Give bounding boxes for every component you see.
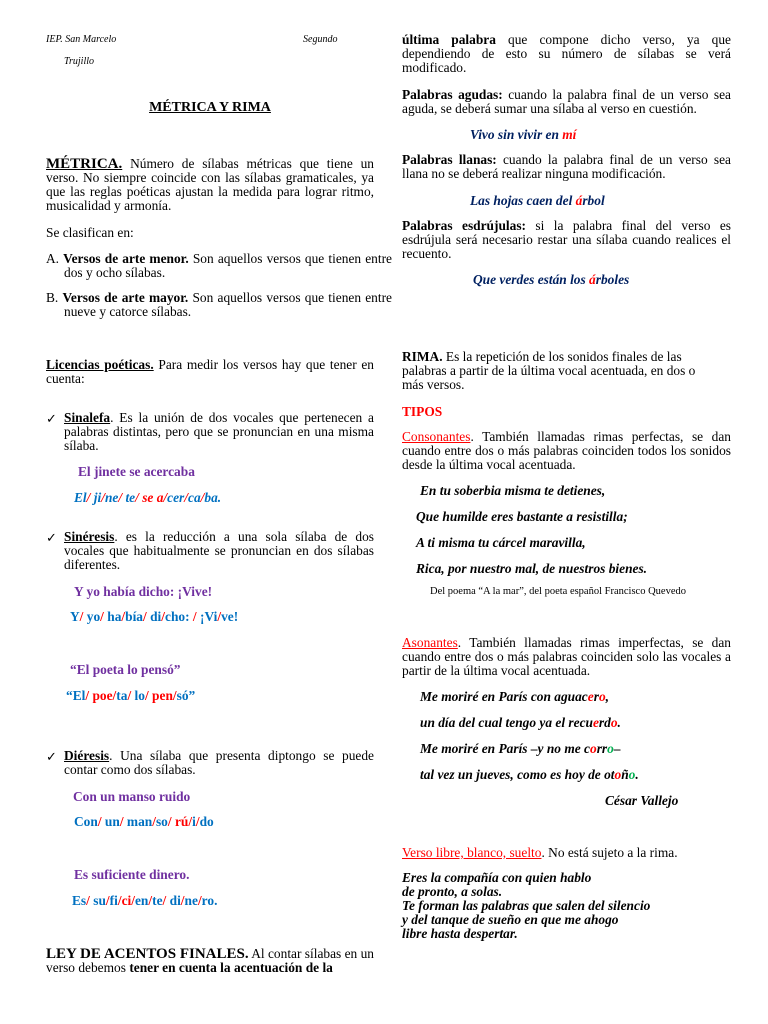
arte-mayor-text: Son aquellos versos que tienen entre nueve y catorce sílabas. xyxy=(64,290,392,319)
licencias-label: Licencias poéticas. xyxy=(46,357,154,372)
verso-libre-paragraph xyxy=(402,845,678,861)
dieresis-syllables-1: Con/ un/ man/so/ rú/i/do xyxy=(74,814,214,829)
poem-line: Te forman las palabras que salen del silencio xyxy=(402,898,651,913)
item-letter-b: B. xyxy=(46,290,59,305)
sineresis-syllables-1: Y/ yo/ ha/bía/ di/cho: / ¡Vi/ve! xyxy=(70,609,239,624)
check-icon: ✓ xyxy=(46,749,57,764)
dieresis-example-2: Es suficiente dinero. xyxy=(74,867,190,882)
poem-line: de pronto, a solas. xyxy=(402,884,503,899)
ley-acentos-text: Al contar sílabas en un verso debemos xyxy=(46,946,374,975)
arte-menor-item xyxy=(46,252,392,280)
ultima-palabra-label: última palabra xyxy=(402,32,496,47)
consonantes-verse-1: En tu soberbia misma te detienes, xyxy=(420,483,606,498)
check-icon: ✓ xyxy=(46,411,57,426)
grade-label: Segundo xyxy=(303,34,338,45)
sinalefa-item xyxy=(46,411,374,453)
consonantes-source: Del poema “A la mar”, del poeta español Francisco Quevedo xyxy=(430,586,686,597)
dieresis-example-1: Con un manso ruido xyxy=(73,789,191,804)
asonantes-text: . También llamadas rimas imperfectas, se dan cuando entre dos o más palabras coinciden solo las vocales a partir de la última vocal acentuada. xyxy=(402,635,731,678)
asonantes-paragraph xyxy=(402,636,731,678)
arte-menor-label: Versos de arte menor. xyxy=(63,251,189,266)
dieresis-def xyxy=(46,749,374,777)
ley-acentos-label: LEY DE ACENTOS FINALES. xyxy=(46,946,249,962)
sineresis-text: . es la reducción a una sola sílaba de dos vocales que habitualmente se pronuncian en dos sílabas diferentes. xyxy=(64,529,374,572)
verso-libre-label: Verso libre, blanco, suelto xyxy=(402,845,542,860)
verso-libre-text: . No está sujeto a la rima. xyxy=(541,845,678,860)
dieresis-text: . Una sílaba que presenta diptongo se puede contar como dos sílabas. xyxy=(64,748,374,777)
consonantes-verse-4: Rica, por nuestro mal, de nuestros bienes. xyxy=(416,561,648,576)
rima-label: RIMA. xyxy=(402,349,443,364)
school-name: IEP. San Marcelo xyxy=(46,34,117,45)
consonantes-verse-2: Que humilde eres bastante a resistilla; xyxy=(416,509,628,524)
item-letter-a: A. xyxy=(46,251,60,266)
esdrujulas-label: Palabras esdrújulas: xyxy=(402,218,526,233)
sineresis-example-1: Y yo había dicho: ¡Vive! xyxy=(74,584,213,599)
asonantes-label: Asonantes xyxy=(402,635,458,650)
metrica-paragraph xyxy=(46,157,374,213)
metrica-text: Número de sílabas métricas que tiene un verso. No siempre coincide con las sílabas gramaticales, ya que las reglas poéticas ajustan la medida para lograr ritmo, musicalidad y armonía. xyxy=(46,156,374,213)
page-title: MÉTRICA Y RIMA xyxy=(149,100,271,115)
verso-libre-poem xyxy=(402,871,650,941)
asonantes-verse-4: tal vez un jueves, como es hoy de otoño. xyxy=(420,767,639,782)
ley-acentos-bold: tener en cuenta la acentuación de la xyxy=(129,960,333,975)
tipos-heading: TIPOS xyxy=(402,404,443,419)
city-label: Trujillo xyxy=(64,56,95,67)
esdrujulas-example: Que verdes están los árboles xyxy=(473,272,630,287)
consonantes-text: . También llamadas rimas perfectas, se dan cuando entre dos o más palabras coinciden todos los sonidos desde la última vocal acentuada. xyxy=(402,429,731,472)
sineresis-item xyxy=(46,530,374,572)
metrica-label: MÉTRICA. xyxy=(46,156,123,172)
dieresis-syllables-2: Es/ su/fi/ci/en/te/ di/ne/ro. xyxy=(72,893,218,908)
licencias-paragraph xyxy=(46,358,374,386)
sinalefa-def xyxy=(46,411,374,453)
asonantes-verse-2: un día del cual tengo ya el recuerdo. xyxy=(420,715,621,730)
dieresis-label: Diéresis xyxy=(64,748,110,763)
ley-continued-text: que compone dicho verso, ya que dependiendo de esto su número de sílabas se verá modificado. xyxy=(402,32,731,75)
rima-text: Es la repetición de los sonidos finales de las palabras a partir de la última vocal acentuada, en dos o más versos. xyxy=(402,349,696,392)
arte-menor-text: Son aquellos versos que tienen entre dos y ocho sílabas. xyxy=(64,251,392,280)
esdrujulas-paragraph xyxy=(402,219,731,261)
consonantes-paragraph xyxy=(402,430,731,472)
licencias-text: Para medir los versos hay que tener en cuenta: xyxy=(46,357,374,386)
llanas-label: Palabras llanas: xyxy=(402,152,497,167)
arte-mayor-item xyxy=(46,291,392,319)
consonantes-label: Consonantes xyxy=(402,429,471,444)
arte-mayor-label: Versos de arte mayor. xyxy=(62,290,189,305)
sinalefa-syllables: El/ ji/ne/ te/ se a/cer/ca/ba. xyxy=(74,490,222,505)
asonantes-verse-1: Me moriré en París con aguacero, xyxy=(420,689,609,704)
agudas-paragraph xyxy=(402,88,731,116)
llanas-paragraph xyxy=(402,153,731,181)
asonantes-verse-3: Me moriré en París –y no me corro– xyxy=(420,741,621,756)
consonantes-verse-3: A ti misma tu cárcel maravilla, xyxy=(416,535,586,550)
sinalefa-label: Sinalefa xyxy=(64,410,111,425)
sinalefa-example: El jinete se acercaba xyxy=(78,464,195,479)
agudas-example: Vivo sin vivir en mí xyxy=(470,127,577,142)
poem-line: Eres la compañía con quien hablo xyxy=(402,870,592,885)
poem-line: libre hasta despertar. xyxy=(402,926,518,941)
llanas-example: Las hojas caen del árbol xyxy=(470,193,605,208)
sinalefa-text: . Es la unión de dos vocales que pertenecen a palabras distintas, pero que se pronuncian en una misma sílaba. xyxy=(64,410,374,453)
asonantes-author: César Vallejo xyxy=(605,793,679,808)
agudas-label: Palabras agudas: xyxy=(402,87,503,102)
dieresis-item xyxy=(46,749,374,777)
sineresis-example-2: “El poeta lo pensó” xyxy=(70,662,181,677)
llanas-text: cuando la palabra final de un verso sea llana no se deberá realizar ninguna modificación. xyxy=(402,152,731,181)
sineresis-def xyxy=(46,530,374,572)
esdrujulas-text: si la palabra final del verso es esdrújula será necesario restar una sílaba cuando realices el recuento. xyxy=(402,218,731,261)
check-icon: ✓ xyxy=(46,530,57,545)
clasifican-text: Se clasifican en: xyxy=(46,225,134,240)
sineresis-label: Sinéresis xyxy=(64,529,115,544)
ley-acentos-paragraph xyxy=(46,947,374,975)
poem-line: y del tanque de sueño en que me ahogo xyxy=(402,912,619,927)
agudas-text: cuando la palabra final de un verso sea aguda, se deberá sumar una sílaba al verso en cuestión. xyxy=(402,87,732,116)
rima-paragraph xyxy=(402,350,714,392)
sineresis-syllables-2: “El/ poe/ta/ lo/ pen/só” xyxy=(66,688,196,703)
ley-acentos-continued xyxy=(402,33,731,75)
